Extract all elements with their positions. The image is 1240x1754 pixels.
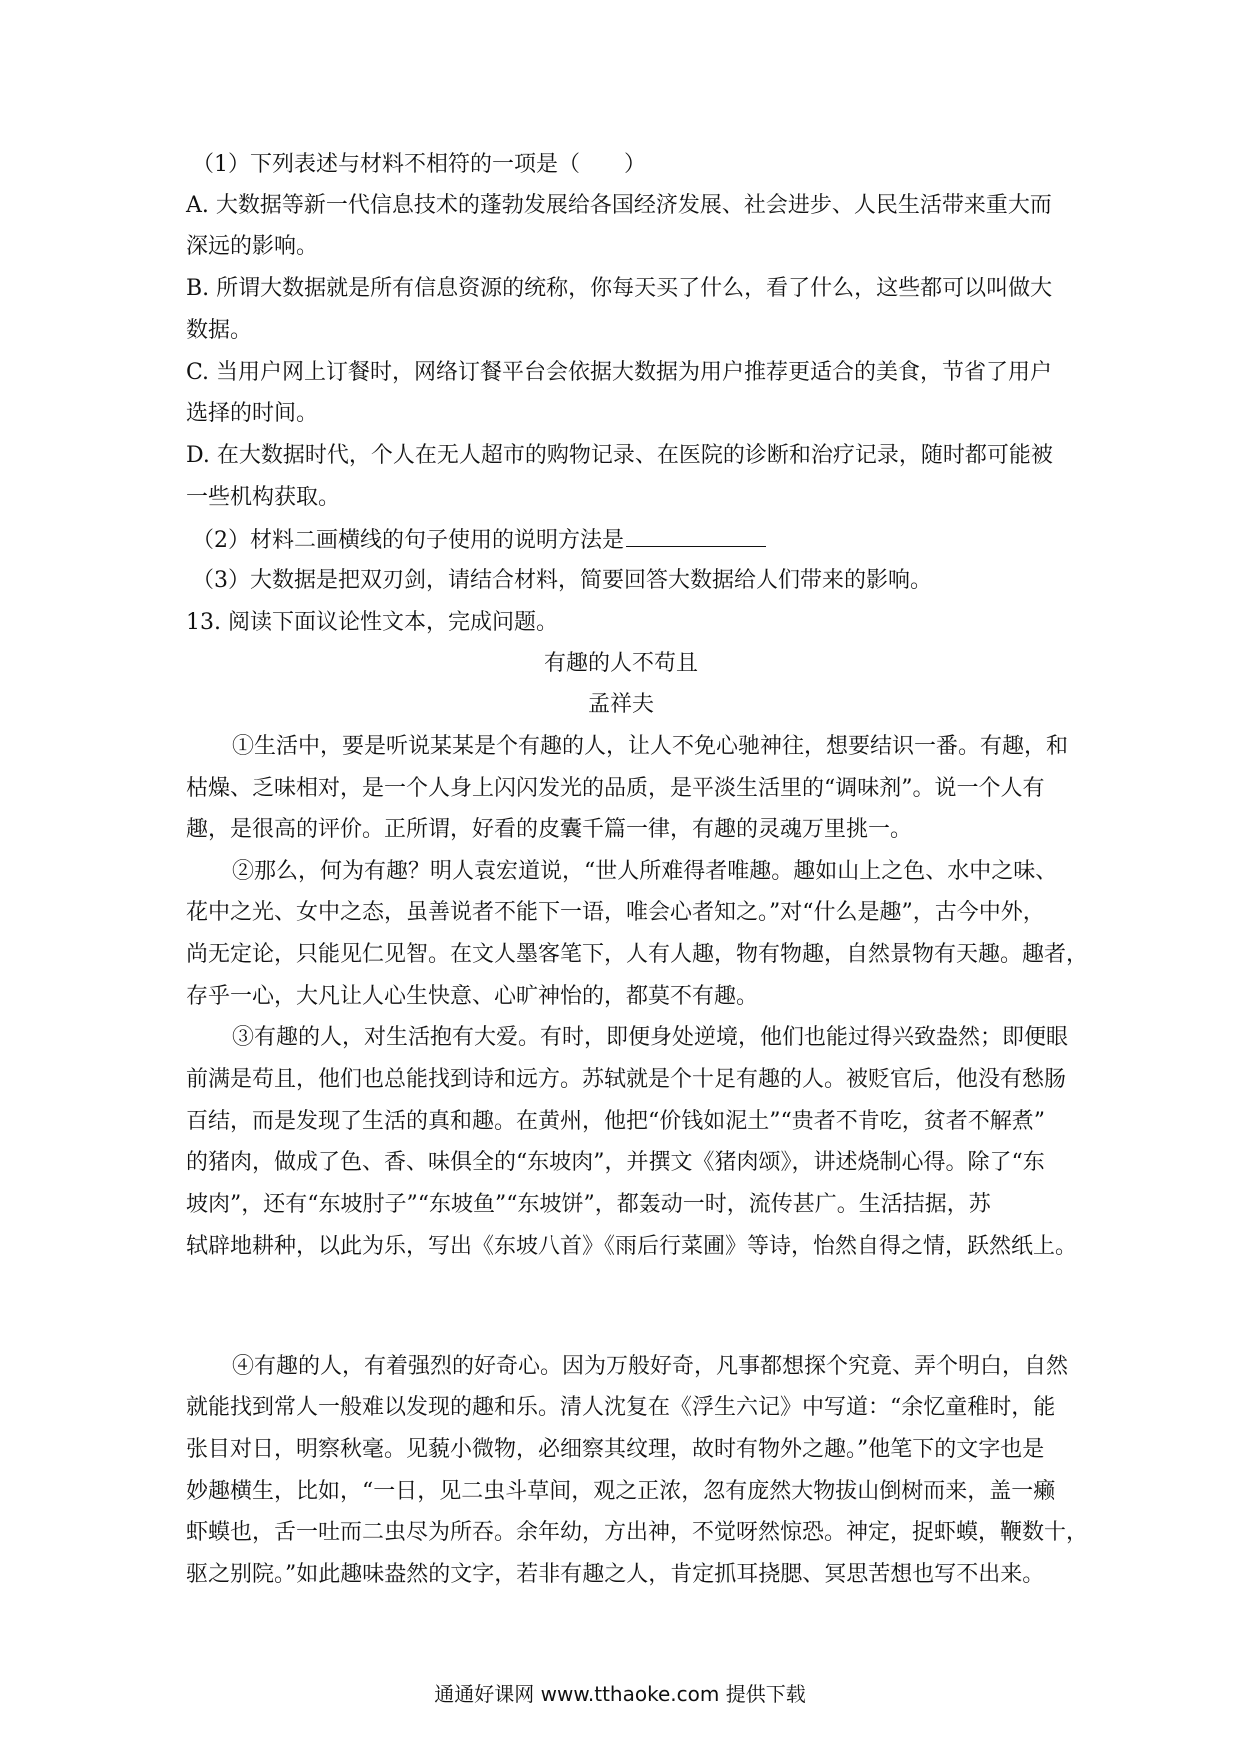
paragraph-3-line: 坡肉”，还有“东坡肘子”“东坡鱼”“东坡饼”，都轰动一时，流传甚广。生活拮据，苏 bbox=[186, 1192, 991, 1217]
paragraph-2-line: 花中之光、女中之态，虽善说者不能下一语，唯会心者知之。”对“什么是趣”，古今中外， bbox=[186, 900, 1045, 925]
paragraph-4-line: 妙趣横生，比如，“一日，见二虫斗草间，观之正浓，忽有庞然大物拔山倒树而来，盖一癞 bbox=[186, 1479, 1056, 1504]
option-d-line-2: 一些机构获取。 bbox=[186, 485, 341, 510]
paragraph-2-line: 存乎一心，大凡让人心生快意、心旷神怡的，都莫不有趣。 bbox=[186, 984, 759, 1009]
paragraph-3-line: ③有趣的人，对生活抱有大爱。有时，即便身处逆境，他们也能过得兴致盎然；即便眼 bbox=[232, 1025, 1069, 1050]
question-13: 13. 阅读下面议论性文本，完成问题。 bbox=[186, 610, 558, 635]
paragraph-1-line: 枯燥、乏味相对，是一个人身上闪闪发光的品质，是平淡生活里的“调味剂”。说一个人有 bbox=[186, 776, 1045, 801]
answer-blank[interactable] bbox=[626, 524, 766, 547]
option-c-line-1: C. 当用户网上订餐时，网络订餐平台会依据大数据为用户推荐更适合的美食，节省了用户 bbox=[186, 360, 1053, 385]
question-2-text: （2）材料二画横线的句子使用的说明方法是 bbox=[192, 528, 624, 553]
paragraph-3-line: 前满是苟且，他们也总能找到诗和远方。苏轼就是个十足有趣的人。被贬官后，他没有愁肠 bbox=[186, 1067, 1067, 1092]
option-a-line-1: A. 大数据等新一代信息技术的蓬勃发展给各国经济发展、社会进步、人民生活带来重大而 bbox=[186, 193, 1052, 218]
paragraph-4-line: ④有趣的人，有着强烈的好奇心。因为万般好奇，凡事都想探个究竟、弄个明白，自然 bbox=[232, 1354, 1069, 1379]
option-a-line-2: 深远的影响。 bbox=[186, 234, 319, 259]
question-3: （3）大数据是把双刃剑，请结合材料，简要回答大数据给人们带来的影响。 bbox=[192, 568, 932, 593]
page-footer: 通通好课网 www.tthaoke.com 提供下载 bbox=[434, 1682, 806, 1706]
paragraph-4-line: 驱之别院。”如此趣味盎然的文字，若非有趣之人，肯定抓耳挠腮、冥思苦想也写不出来。 bbox=[186, 1562, 1045, 1587]
option-b-line-2: 数据。 bbox=[186, 318, 253, 343]
paragraph-2-line: ②那么，何为有趣？明人袁宏道说，“世人所难得者唯趣。趣如山上之色、水中之味、 bbox=[232, 859, 1058, 884]
paragraph-4-line: 张目对日，明察秋毫。见藐小微物，必细察其纹理，故时有物外之趣。”他笔下的文字也是 bbox=[186, 1437, 1045, 1462]
paragraph-1-line: ①生活中，要是听说某某是个有趣的人，让人不免心驰神往，想要结识一番。有趣，和 bbox=[232, 734, 1069, 759]
article-author: 孟祥夫 bbox=[587, 692, 654, 717]
paragraph-4-line: 虾蟆也，舌一吐而二虫尽为所吞。余年幼，方出神，不觉呀然惊恐。神定，捉虾蟆，鞭数十， bbox=[186, 1520, 1089, 1545]
paragraph-3-line: 的猪肉，做成了色、香、味俱全的“东坡肉”，并撰文《猪肉颂》，讲述烧制心得。除了“东 bbox=[186, 1150, 1045, 1175]
question-1: （1）下列表述与材料不相符的一项是（ ） bbox=[192, 152, 646, 177]
option-c-line-2: 选择的时间。 bbox=[186, 401, 319, 426]
article-title: 有趣的人不苟且 bbox=[543, 651, 698, 676]
paragraph-3-line: 百结，而是发现了生活的真和趣。在黄州，他把“价钱如泥土”“贵者不肯吃，贫者不解煮” bbox=[186, 1109, 1045, 1134]
paragraph-4-line: 就能找到常人一般难以发现的趣和乐。清人沈复在《浮生六记》中写道：“余忆童稚时，能 bbox=[186, 1395, 1056, 1420]
option-d-line-1: D. 在大数据时代，个人在无人超市的购物记录、在医院的诊断和治疗记录，随时都可能被 bbox=[186, 443, 1053, 468]
paragraph-2-line: 尚无定论，只能见仁见智。在文人墨客笔下，人有人趣，物有物趣，自然景物有天趣。趣者， bbox=[186, 942, 1089, 967]
question-2 bbox=[192, 524, 1062, 556]
option-b-line-1: B. 所谓大数据就是所有信息资源的统称，你每天买了什么，看了什么，这些都可以叫做大 bbox=[186, 276, 1053, 301]
paragraph-3-line: 轼辟地耕种，以此为乐，写出《东坡八首》《雨后行菜圃》等诗，怡然自得之情，跃然纸上。 bbox=[186, 1234, 1078, 1259]
paragraph-1-line: 趣，是很高的评价。正所谓，好看的皮囊千篇一律，有趣的灵魂万里挑一。 bbox=[186, 817, 913, 842]
